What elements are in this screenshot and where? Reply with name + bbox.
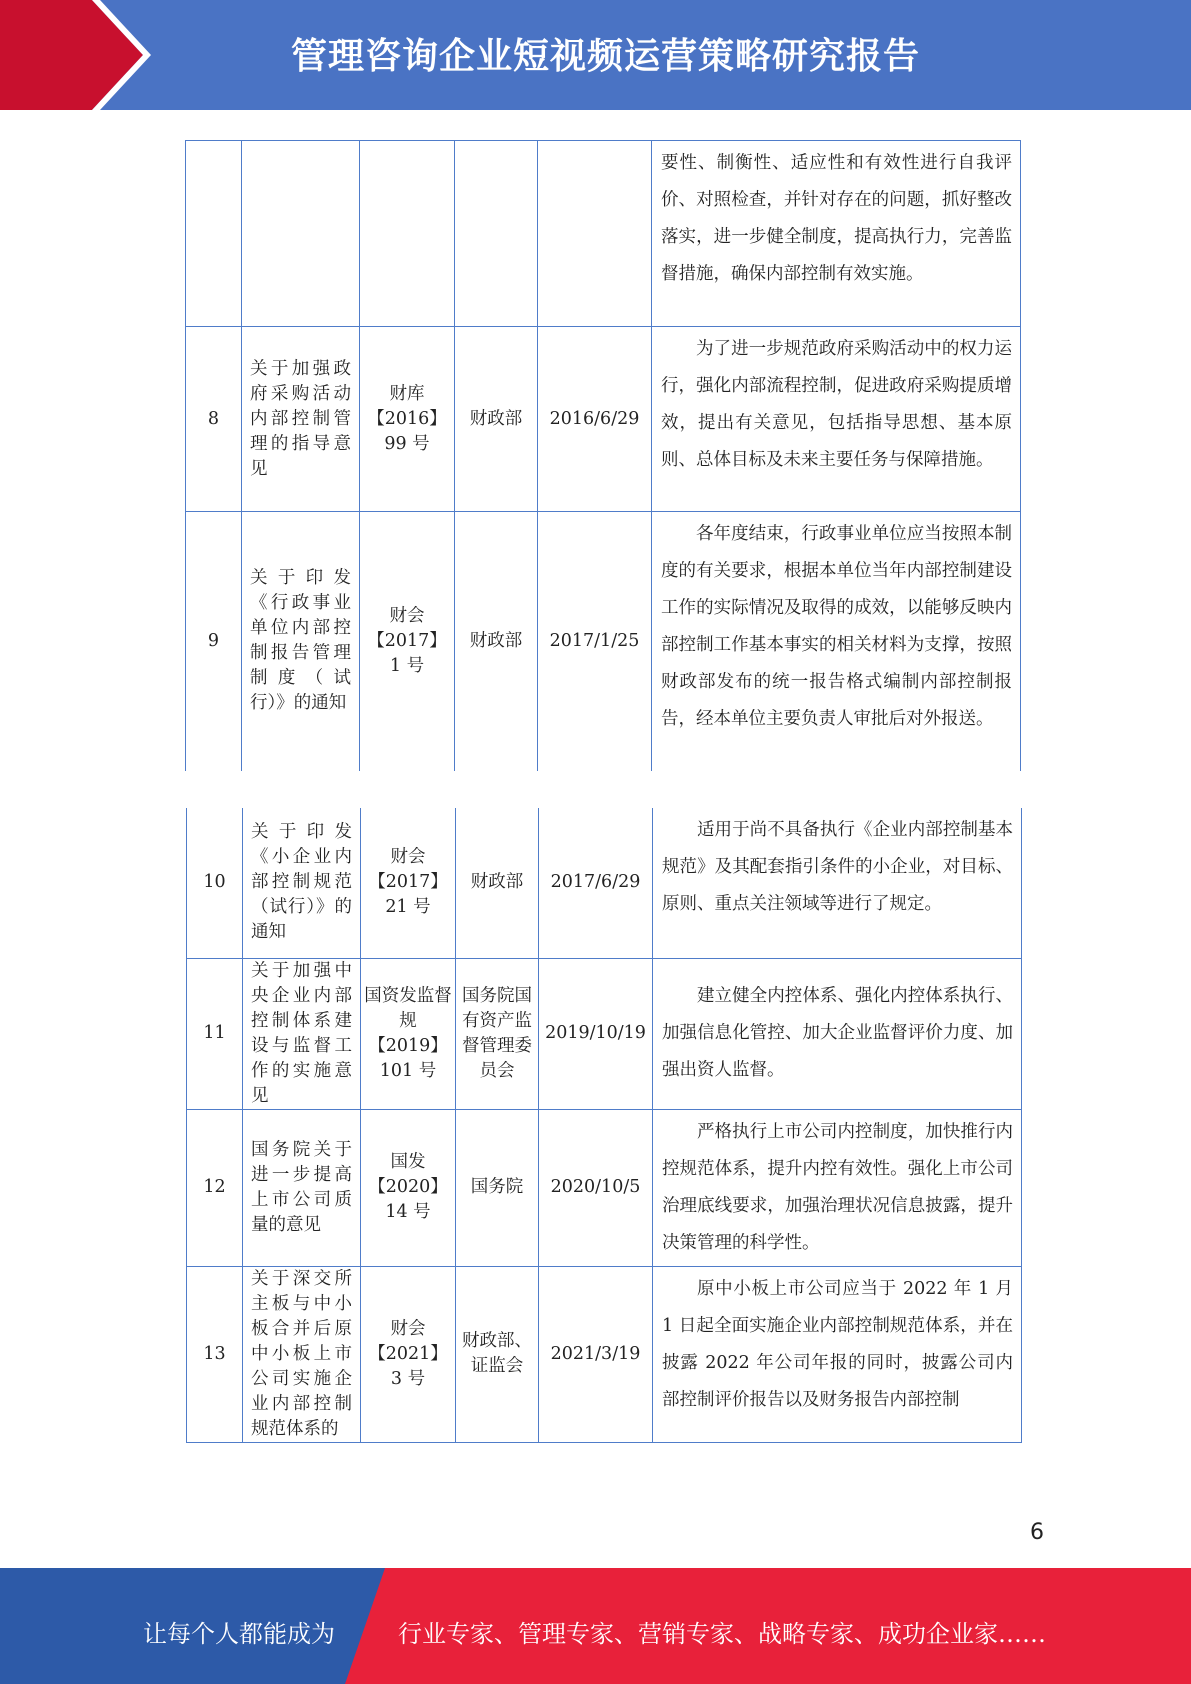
row-date: 2019/10/19 bbox=[539, 958, 653, 1109]
page-number: 6 bbox=[1030, 1520, 1044, 1545]
row-date: 2020/10/5 bbox=[539, 1109, 653, 1266]
row-code: 财会【2017】21 号 bbox=[361, 808, 456, 958]
footer-slogan-right: 行业专家、管理专家、营销专家、战略专家、成功企业家…… bbox=[398, 1620, 1046, 1648]
row-name: 关于加强中央企业内部控制体系建设与监督工作的实施意见 bbox=[243, 958, 361, 1109]
row-name: 关于印发《行政事业单位内部控制报告管理制度（试行）》的通知 bbox=[242, 512, 360, 771]
row-name: 国务院关于进一步提高上市公司质量的意见 bbox=[243, 1109, 361, 1266]
table-row bbox=[186, 512, 1021, 771]
row-date: 2021/3/19 bbox=[539, 1266, 653, 1442]
footer-slogan-left: 让每个人都能成为 bbox=[143, 1620, 335, 1648]
table-row bbox=[186, 327, 1021, 512]
row-dept: 财政部 bbox=[455, 327, 538, 512]
table-row bbox=[187, 958, 1022, 1109]
row-number: 8 bbox=[186, 327, 242, 512]
row-description: 各年度结束，行政事业单位应当按照本制度的有关要求，根据本单位当年内部控制建设工作的实际情况及取得的成效，以能够反映内部控制工作基本事实的相关材料为支撑，按照财政部发布的统一报告格式编制内部控制报告，经本单位主要负责人审批后对外报送。 bbox=[652, 512, 1021, 771]
row-dept: 财政部、证监会 bbox=[456, 1266, 539, 1442]
table-row bbox=[187, 1109, 1022, 1266]
row-description: 建立健全内控体系、强化内控体系执行、加强信息化管控、加大企业监督评价力度、加强出资人监督。 bbox=[653, 958, 1022, 1109]
row-code: 财会【2017】1 号 bbox=[360, 512, 455, 771]
row-code: 财库【2016】99 号 bbox=[360, 327, 455, 512]
table-row bbox=[187, 1266, 1022, 1442]
row-date: 2016/6/29 bbox=[538, 327, 652, 512]
row-dept: 财政部 bbox=[456, 808, 539, 958]
row-number: 10 bbox=[187, 808, 243, 958]
page-header bbox=[0, 0, 1191, 110]
row-dept: 财政部 bbox=[455, 512, 538, 771]
row-description: 为了进一步规范政府采购活动中的权力运行，强化内部流程控制，促进政府采购提质增效，提出有关意见，包括指导思想、基本原则、总体目标及未来主要任务与保障措施。 bbox=[652, 327, 1021, 512]
regulation-table-top bbox=[185, 140, 1021, 771]
row-code: 国发【2020】14 号 bbox=[361, 1109, 456, 1266]
row-name: 关于加强政府采购活动内部控制管理的指导意见 bbox=[242, 327, 360, 512]
row-description: 严格执行上市公司内控制度，加快推行内控规范体系，提升内控有效性。强化上市公司治理底线要求，加强治理状况信息披露，提升决策管理的科学性。 bbox=[653, 1109, 1022, 1266]
row-description: 适用于尚不具备执行《企业内部控制基本规范》及其配套指引条件的小企业，对目标、原则、重点关注领域等进行了规定。 bbox=[653, 808, 1022, 958]
row-code: 国资发监督规【2019】101 号 bbox=[361, 958, 456, 1109]
row-dept: 国务院 bbox=[456, 1109, 539, 1266]
page-footer bbox=[0, 1568, 1191, 1684]
report-title: 管理咨询企业短视频运营策略研究报告 bbox=[290, 36, 920, 77]
row-number: 12 bbox=[187, 1109, 243, 1266]
table-row bbox=[187, 808, 1022, 958]
row-description: 要性、制衡性、适应性和有效性进行自我评价、对照检查，并针对存在的问题，抓好整改落实，进一步健全制度，提高执行力，完善监督措施，确保内部控制有效实施。 bbox=[652, 141, 1021, 327]
row-number: 9 bbox=[186, 512, 242, 771]
row-name: 关于深交所主板与中小板合并后原中小板上市公司实施企业内部控制规范体系的 bbox=[243, 1266, 361, 1442]
row-dept: 国务院国有资产监督管理委员会 bbox=[456, 958, 539, 1109]
row-name: 关于印发《小企业内部控制规范（试行）》的通知 bbox=[243, 808, 361, 958]
row-date: 2017/1/25 bbox=[538, 512, 652, 771]
regulation-table-bottom bbox=[186, 808, 1022, 1443]
row-number: 11 bbox=[187, 958, 243, 1109]
table-row bbox=[186, 141, 1021, 327]
row-code: 财会【2021】3 号 bbox=[361, 1266, 456, 1442]
row-number: 13 bbox=[187, 1266, 243, 1442]
row-date: 2017/6/29 bbox=[539, 808, 653, 958]
row-description: 原中小板上市公司应当于 2022 年 1 月 1 日起全面实施企业内部控制规范体系，并在披露 2022 年公司年报的同时，披露公司内部控制评价报告以及财务报告内部控制 bbox=[653, 1266, 1022, 1442]
